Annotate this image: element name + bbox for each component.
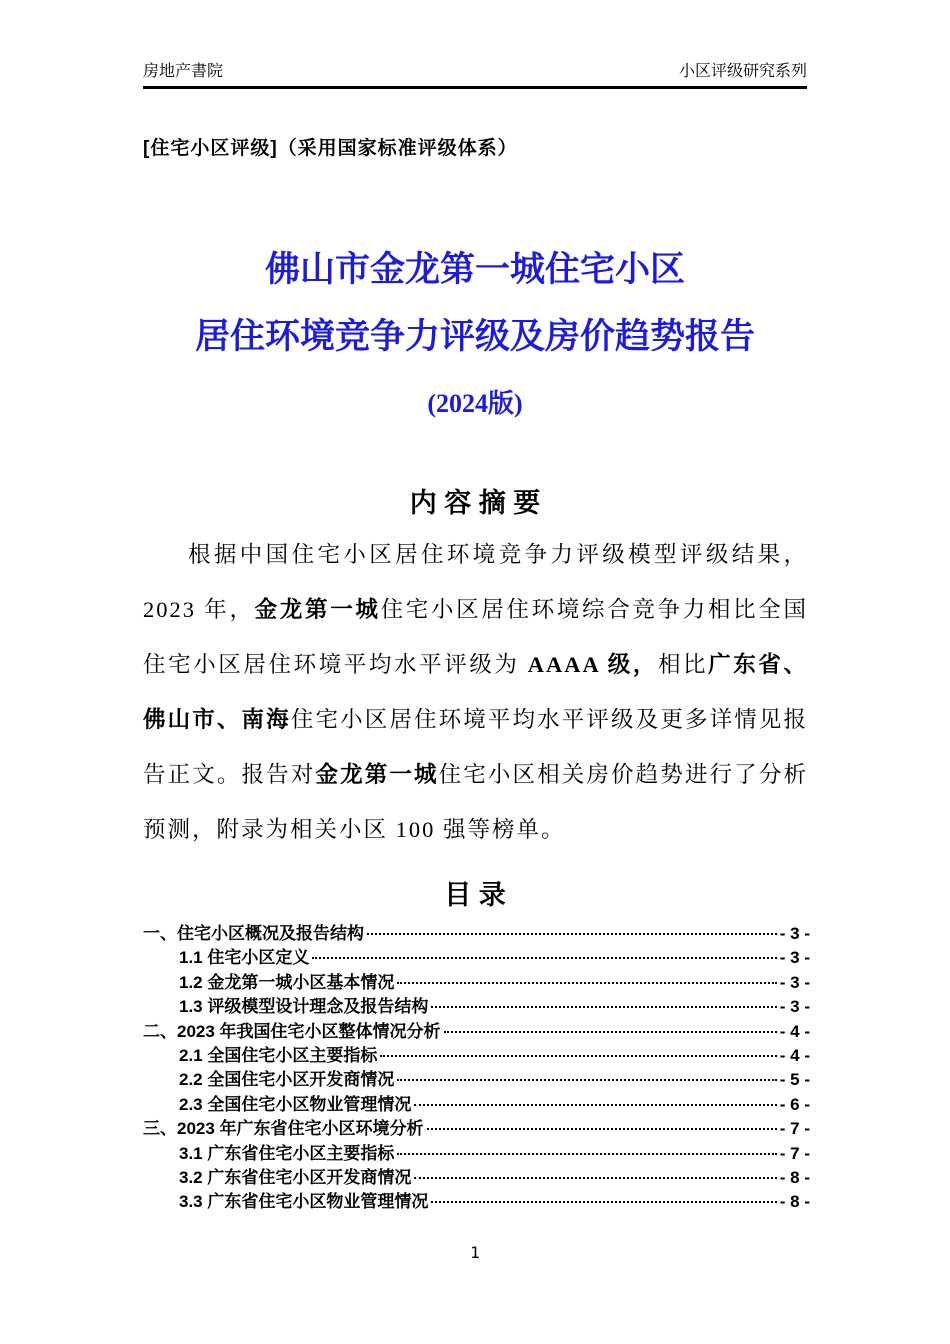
toc-entry bbox=[143, 1065, 810, 1089]
toc-entry-label: 2.3 全国住宅小区物业管理情况 bbox=[179, 1094, 412, 1114]
toc-entry-page: - 7 - bbox=[779, 1143, 810, 1163]
toc-entry-label: 一、住宅小区概况及报告结构 bbox=[143, 924, 364, 943]
toc-entry-page: - 3 - bbox=[779, 972, 810, 992]
toc-leader-dots bbox=[397, 1153, 776, 1155]
toc-entry-page: - 8 - bbox=[779, 1167, 810, 1187]
toc-entry bbox=[143, 1041, 810, 1065]
toc-entry-label: 3.3 广东省住宅小区物业管理情况 bbox=[179, 1192, 429, 1212]
toc-entry-page: - 3 - bbox=[779, 997, 810, 1017]
toc-entry bbox=[143, 1139, 810, 1163]
summary-bold-text: 金龙第一城 bbox=[315, 762, 439, 787]
toc-entry bbox=[143, 1090, 810, 1114]
toc-leader-dots bbox=[367, 933, 777, 935]
report-edition: (2024版) bbox=[427, 389, 523, 418]
toc-entry-label: 1.2 金龙第一城小区基本情况 bbox=[179, 972, 395, 992]
toc-entry-page: - 6 - bbox=[779, 1094, 810, 1114]
summary-text: 相比 bbox=[657, 652, 709, 677]
toc-leader-dots bbox=[414, 1177, 776, 1179]
summary-bold-text: 广东省、佛山市、南海 bbox=[143, 652, 808, 732]
toc-entry-label: 3.1 广东省住宅小区主要指标 bbox=[179, 1143, 395, 1163]
toc-entry-page: - 8 - bbox=[779, 1192, 810, 1212]
summary-text: 住宅小区居住环境平均水平评级及更多详情见报告正文。报告对 bbox=[143, 707, 808, 787]
toc-entry-page: - 4 - bbox=[779, 1021, 810, 1041]
toc-entry-label: 2.1 全国住宅小区主要指标 bbox=[179, 1045, 378, 1065]
toc-leader-dots bbox=[380, 1055, 776, 1057]
toc-list bbox=[143, 919, 810, 1212]
toc-leader-dots bbox=[431, 1201, 776, 1203]
summary-heading: 内 容 摘 要 bbox=[409, 488, 541, 518]
toc-entry bbox=[143, 943, 810, 967]
summary-paragraph bbox=[143, 527, 808, 857]
header-right-text: 小区评级研究系列 bbox=[678, 63, 807, 80]
page-header bbox=[143, 58, 807, 89]
toc-entry bbox=[143, 1114, 810, 1138]
toc-entry bbox=[143, 1187, 810, 1211]
toc-entry bbox=[143, 968, 810, 992]
page-number: 1 bbox=[470, 1243, 480, 1262]
toc-heading: 目 录 bbox=[444, 880, 506, 910]
toc-entry-label: 二、2023 年我国住宅小区整体情况分析 bbox=[143, 1021, 441, 1041]
toc-leader-dots bbox=[431, 1006, 776, 1008]
summary-bold-text: 金龙第一城 bbox=[254, 597, 381, 622]
report-title-block bbox=[0, 248, 950, 420]
toc-entry-label: 1.3 评级模型设计理念及报告结构 bbox=[179, 997, 429, 1017]
toc-entry bbox=[143, 1163, 810, 1187]
toc-entry bbox=[143, 992, 810, 1016]
summary-text: 根据中国住宅小区居住环境竞争力评级模型评级结果，2023 年， bbox=[143, 542, 808, 622]
toc-entry-label: 2.2 全国住宅小区开发商情况 bbox=[179, 1070, 395, 1090]
toc-entry-page: - 3 - bbox=[779, 924, 810, 943]
toc-leader-dots bbox=[312, 957, 776, 959]
header-left-text: 房地产書院 bbox=[143, 63, 224, 80]
toc-entry-page: - 7 - bbox=[779, 1119, 810, 1139]
report-type-line: [住宅小区评级]（采用国家标准评级体系） bbox=[143, 138, 518, 159]
toc-leader-dots bbox=[414, 1104, 776, 1106]
report-title-line1: 佛山市金龙第一城住宅小区 bbox=[264, 250, 685, 289]
toc-leader-dots bbox=[444, 1031, 777, 1033]
toc-entry bbox=[143, 919, 810, 943]
toc-entry-page: - 3 - bbox=[779, 948, 810, 968]
toc-entry-label: 三、2023 年广东省住宅小区环境分析 bbox=[143, 1119, 424, 1139]
summary-text: 住宅小区相关房价趋势进行了分析预测，附录为相关小区 100 强等榜单。 bbox=[143, 762, 808, 842]
toc-entry-page: - 5 - bbox=[779, 1070, 810, 1090]
toc-leader-dots bbox=[397, 982, 776, 984]
toc-entry-label: 3.2 广东省住宅小区开发商情况 bbox=[179, 1167, 412, 1187]
summary-bold-text: AAAA 级， bbox=[527, 652, 658, 677]
toc-entry bbox=[143, 1017, 810, 1041]
summary-text: 住宅小区居住环境综合竞争力相比全国住宅小区居住环境平均水平评级为 bbox=[143, 597, 808, 677]
toc-leader-dots bbox=[397, 1079, 776, 1081]
toc-leader-dots bbox=[427, 1128, 777, 1130]
toc-entry-page: - 4 - bbox=[779, 1045, 810, 1065]
toc-entry-label: 1.1 住宅小区定义 bbox=[179, 948, 310, 968]
report-title-line2: 居住环境竞争力评级及房价趋势报告 bbox=[194, 317, 755, 356]
